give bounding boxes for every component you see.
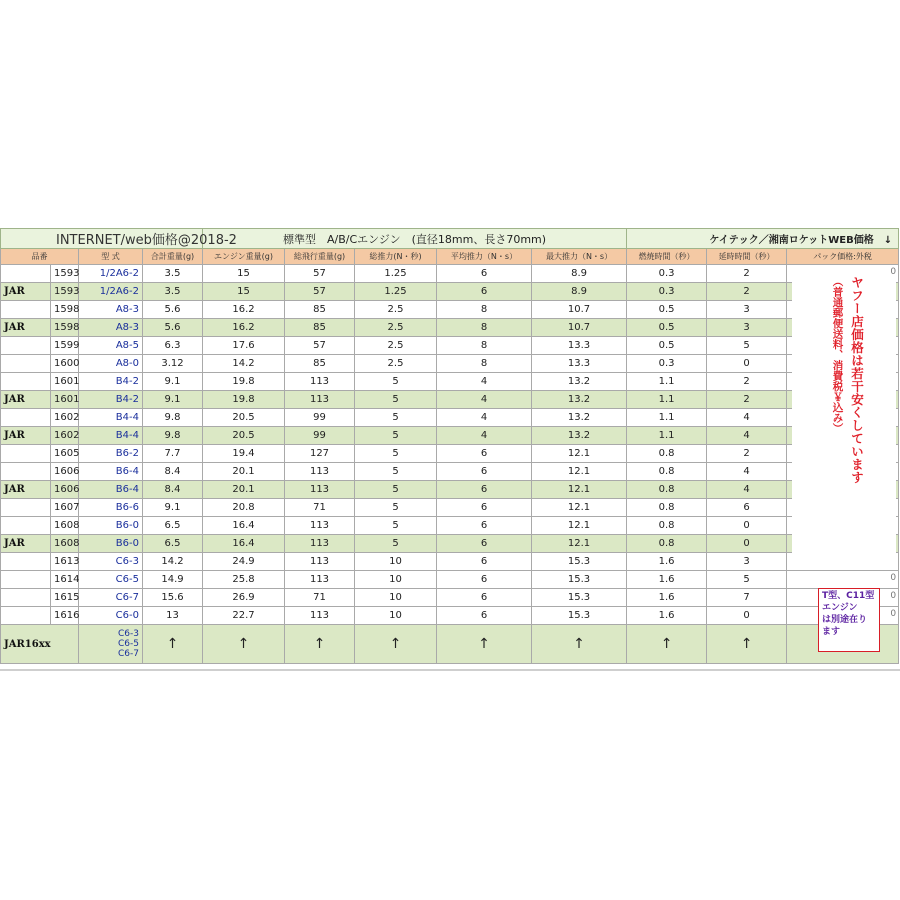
- table-row: [1, 463, 899, 481]
- col-header-avg-thrust: 平均推力（N・s）: [437, 249, 532, 265]
- delay-time: 2: [707, 445, 787, 463]
- delay-time: 6: [707, 499, 787, 517]
- burn-time: 0.8: [627, 535, 707, 553]
- total-weight: 6.5: [143, 517, 203, 535]
- col-header-total-weight: 合計重量(g): [143, 249, 203, 265]
- jar16xx-type: C6-5: [118, 639, 139, 649]
- max-thrust: 13.2: [532, 373, 627, 391]
- delay-time: 2: [707, 391, 787, 409]
- part-number: 1608: [51, 535, 79, 553]
- engine-type: A8-0: [79, 355, 143, 373]
- part-number: 1598: [51, 301, 79, 319]
- table-row: [1, 445, 899, 463]
- jar-prefix: [1, 499, 51, 517]
- avg-thrust: 6: [437, 553, 532, 571]
- max-thrust: 12.1: [532, 517, 627, 535]
- part-number: 1601: [51, 373, 79, 391]
- jar16xx-type: C6-7: [118, 649, 139, 659]
- max-thrust: 10.7: [532, 319, 627, 337]
- col-header-burn-time: 燃焼時間（秒）: [627, 249, 707, 265]
- flight-weight: 85: [285, 319, 355, 337]
- pack-price-value: 0: [890, 609, 897, 619]
- table-row: [1, 265, 899, 283]
- max-thrust: 13.3: [532, 337, 627, 355]
- engine-weight: 16.4: [203, 517, 285, 535]
- col-header-pack-price: パック価格:外税: [787, 249, 899, 265]
- avg-thrust: 6: [437, 463, 532, 481]
- part-number: 1606: [51, 463, 79, 481]
- col-header-part-no: 品番: [1, 249, 79, 265]
- avg-thrust: 6: [437, 445, 532, 463]
- engine-weight: 15: [203, 283, 285, 301]
- flight-weight: 113: [285, 571, 355, 589]
- part-number: 1606: [51, 481, 79, 499]
- total-impulse: 5: [355, 463, 437, 481]
- part-number: 1599: [51, 337, 79, 355]
- burn-time: 1.1: [627, 391, 707, 409]
- table-row: [1, 589, 899, 607]
- avg-thrust: 6: [437, 571, 532, 589]
- jar-prefix: [1, 337, 51, 355]
- yahoo-price-note: [800, 276, 896, 536]
- burn-time: 0.8: [627, 463, 707, 481]
- burn-time: 1.6: [627, 607, 707, 625]
- max-thrust: 13.2: [532, 427, 627, 445]
- max-thrust: 15.3: [532, 589, 627, 607]
- total-impulse: 1.25: [355, 265, 437, 283]
- col-header-flight-weight: 総飛行重量(g): [285, 249, 355, 265]
- engine-weight: 16.2: [203, 319, 285, 337]
- flight-weight: 113: [285, 553, 355, 571]
- burn-time: 0.3: [627, 283, 707, 301]
- total-impulse: 10: [355, 607, 437, 625]
- total-weight: 15.6: [143, 589, 203, 607]
- engine-weight: 20.5: [203, 427, 285, 445]
- engine-weight: 16.4: [203, 535, 285, 553]
- flight-weight: 127: [285, 445, 355, 463]
- delay-time: 3: [707, 301, 787, 319]
- delay-time: 0: [707, 535, 787, 553]
- avg-thrust: 8: [437, 337, 532, 355]
- engine-type: B4-2: [79, 373, 143, 391]
- engine-price-table: [0, 228, 899, 664]
- jar-prefix: JAR: [1, 391, 51, 409]
- jar-prefix: [1, 463, 51, 481]
- total-impulse: 5: [355, 391, 437, 409]
- table-row: [1, 283, 899, 301]
- avg-thrust: 6: [437, 499, 532, 517]
- price-sheet: [0, 228, 900, 672]
- engine-spec-title: 標準型 A/B/Cエンジン (直径18mm、長さ70mm): [203, 229, 627, 249]
- avg-thrust: 4: [437, 427, 532, 445]
- total-weight: 3.5: [143, 283, 203, 301]
- total-impulse: 5: [355, 517, 437, 535]
- delay-time: 0: [707, 355, 787, 373]
- t-type-engine-note: [818, 588, 880, 652]
- delay-time: 3: [707, 553, 787, 571]
- total-weight: 13: [143, 607, 203, 625]
- flight-weight: 113: [285, 463, 355, 481]
- pack-price-value: 0: [890, 267, 897, 277]
- total-impulse: 5: [355, 499, 437, 517]
- jar-prefix: [1, 409, 51, 427]
- jar-prefix: JAR: [1, 535, 51, 553]
- delay-time: 4: [707, 409, 787, 427]
- engine-weight: 20.5: [203, 409, 285, 427]
- total-impulse: 2.5: [355, 355, 437, 373]
- jar-prefix: [1, 553, 51, 571]
- part-number: 1615: [51, 589, 79, 607]
- max-thrust: 12.1: [532, 445, 627, 463]
- delay-time: 2: [707, 373, 787, 391]
- avg-thrust: 4: [437, 409, 532, 427]
- table-row: [1, 481, 899, 499]
- engine-type: C6-7: [79, 589, 143, 607]
- part-number: 1614: [51, 571, 79, 589]
- same-as-above-arrow: ↑: [707, 625, 787, 664]
- total-impulse: 2.5: [355, 319, 437, 337]
- avg-thrust: 6: [437, 283, 532, 301]
- total-impulse: 5: [355, 427, 437, 445]
- engine-type: B6-0: [79, 517, 143, 535]
- col-header-engine-weight: エンジン重量(g): [203, 249, 285, 265]
- flight-weight: 71: [285, 589, 355, 607]
- delay-time: 2: [707, 283, 787, 301]
- avg-thrust: 6: [437, 589, 532, 607]
- table-row: [1, 391, 899, 409]
- flight-weight: 113: [285, 607, 355, 625]
- engine-type: B4-4: [79, 427, 143, 445]
- t-box-line1: T型、C11型: [822, 591, 875, 601]
- table-row: [1, 409, 899, 427]
- jar-prefix: [1, 301, 51, 319]
- jar-prefix: [1, 355, 51, 373]
- total-impulse: 2.5: [355, 337, 437, 355]
- jar-prefix: [1, 571, 51, 589]
- part-number: 1601: [51, 391, 79, 409]
- max-thrust: 13.2: [532, 391, 627, 409]
- same-as-above-arrow: ↑: [355, 625, 437, 664]
- t-box-line2: エンジン: [822, 603, 858, 613]
- same-as-above-arrow: ↑: [627, 625, 707, 664]
- avg-thrust: 6: [437, 481, 532, 499]
- flight-weight: 99: [285, 409, 355, 427]
- burn-time: 1.1: [627, 409, 707, 427]
- avg-thrust: 4: [437, 391, 532, 409]
- engine-type: B4-2: [79, 391, 143, 409]
- avg-thrust: 4: [437, 373, 532, 391]
- col-header-max-thrust: 最大推力（N・s）: [532, 249, 627, 265]
- max-thrust: 13.3: [532, 355, 627, 373]
- total-weight: 14.2: [143, 553, 203, 571]
- table-row: [1, 337, 899, 355]
- burn-time: 1.6: [627, 571, 707, 589]
- burn-time: 1.1: [627, 427, 707, 445]
- max-thrust: 10.7: [532, 301, 627, 319]
- jar-prefix: [1, 265, 51, 283]
- jar-prefix: JAR: [1, 283, 51, 301]
- total-weight: 8.4: [143, 481, 203, 499]
- table-row: [1, 517, 899, 535]
- engine-type: C6-0: [79, 607, 143, 625]
- part-number: 1613: [51, 553, 79, 571]
- jar-prefix: [1, 373, 51, 391]
- delay-time: 2: [707, 265, 787, 283]
- part-number: 1607: [51, 499, 79, 517]
- jar-prefix: [1, 607, 51, 625]
- max-thrust: 13.2: [532, 409, 627, 427]
- max-thrust: 12.1: [532, 499, 627, 517]
- part-number: 1616: [51, 607, 79, 625]
- total-impulse: 2.5: [355, 301, 437, 319]
- total-weight: 6.3: [143, 337, 203, 355]
- engine-type: A8-5: [79, 337, 143, 355]
- engine-type: 1/2A6-2: [79, 265, 143, 283]
- engine-weight: 19.8: [203, 373, 285, 391]
- col-header-type: 型 式: [79, 249, 143, 265]
- total-weight: 5.6: [143, 301, 203, 319]
- total-weight: 14.9: [143, 571, 203, 589]
- avg-thrust: 6: [437, 265, 532, 283]
- flight-weight: 57: [285, 283, 355, 301]
- table-row: [1, 373, 899, 391]
- jar-prefix: [1, 589, 51, 607]
- flight-weight: 113: [285, 535, 355, 553]
- max-thrust: 12.1: [532, 481, 627, 499]
- max-thrust: 15.3: [532, 571, 627, 589]
- avg-thrust: 8: [437, 355, 532, 373]
- total-impulse: 5: [355, 373, 437, 391]
- max-thrust: 15.3: [532, 553, 627, 571]
- total-impulse: 1.25: [355, 283, 437, 301]
- total-weight: 9.1: [143, 499, 203, 517]
- flight-weight: 57: [285, 337, 355, 355]
- total-weight: 3.5: [143, 265, 203, 283]
- avg-thrust: 6: [437, 517, 532, 535]
- max-thrust: 12.1: [532, 463, 627, 481]
- engine-type: C6-3: [79, 553, 143, 571]
- pack-price-value: 0: [890, 591, 897, 601]
- engine-weight: 19.8: [203, 391, 285, 409]
- total-impulse: 5: [355, 409, 437, 427]
- burn-time: 0.5: [627, 301, 707, 319]
- total-weight: 3.12: [143, 355, 203, 373]
- table-row-jar16xx: [1, 625, 899, 664]
- total-impulse: 10: [355, 589, 437, 607]
- avg-thrust: 8: [437, 301, 532, 319]
- yahoo-price-note-line1: ヤフー店価格は若干安くしています: [849, 276, 865, 484]
- burn-time: 0.8: [627, 499, 707, 517]
- jar-prefix: JAR: [1, 427, 51, 445]
- delay-time: 0: [707, 517, 787, 535]
- vendor-title: ケイテック／湘南ロケットWEB価格 ↓: [627, 229, 899, 249]
- delay-time: 0: [707, 607, 787, 625]
- part-number: 1598: [51, 319, 79, 337]
- part-number: 1593: [51, 283, 79, 301]
- table-row: [1, 301, 899, 319]
- engine-type: A8-3: [79, 319, 143, 337]
- delay-time: 5: [707, 337, 787, 355]
- engine-weight: 20.8: [203, 499, 285, 517]
- total-weight: 7.7: [143, 445, 203, 463]
- engine-type: B6-6: [79, 499, 143, 517]
- yahoo-price-note-line2: （普通郵便送料、消費税￥込み）: [831, 276, 844, 434]
- table-row: [1, 535, 899, 553]
- burn-time: 0.8: [627, 517, 707, 535]
- max-thrust: 15.3: [532, 607, 627, 625]
- flight-weight: 113: [285, 481, 355, 499]
- table-row: [1, 427, 899, 445]
- delay-time: 4: [707, 463, 787, 481]
- burn-time: 1.6: [627, 553, 707, 571]
- max-thrust: 8.9: [532, 283, 627, 301]
- table-row: [1, 553, 899, 571]
- max-thrust: 8.9: [532, 265, 627, 283]
- part-number: 1600: [51, 355, 79, 373]
- jar16xx-label: JAR16xx: [1, 625, 79, 664]
- same-as-above-arrow: ↑: [437, 625, 532, 664]
- engine-weight: 20.1: [203, 463, 285, 481]
- part-number: 1602: [51, 427, 79, 445]
- same-as-above-arrow: ↑: [203, 625, 285, 664]
- table-row: [1, 355, 899, 373]
- engine-type: 1/2A6-2: [79, 283, 143, 301]
- delay-time: 7: [707, 589, 787, 607]
- total-weight: 6.5: [143, 535, 203, 553]
- engine-type: A8-3: [79, 301, 143, 319]
- total-weight: 9.8: [143, 409, 203, 427]
- part-number: 1593: [51, 265, 79, 283]
- burn-time: 0.5: [627, 337, 707, 355]
- part-number: 1602: [51, 409, 79, 427]
- table-row: [1, 607, 899, 625]
- t-box-line4: ます: [822, 627, 841, 637]
- engine-weight: 15: [203, 265, 285, 283]
- total-impulse: 5: [355, 535, 437, 553]
- title-row: [1, 229, 899, 249]
- flight-weight: 113: [285, 391, 355, 409]
- delay-time: 4: [707, 481, 787, 499]
- total-impulse: 5: [355, 445, 437, 463]
- engine-type: B6-2: [79, 445, 143, 463]
- flight-weight: 85: [285, 301, 355, 319]
- pack-price-value: 0: [890, 573, 897, 583]
- same-as-above-arrow: ↑: [532, 625, 627, 664]
- engine-weight: 24.9: [203, 553, 285, 571]
- part-number: 1605: [51, 445, 79, 463]
- total-weight: 8.4: [143, 463, 203, 481]
- jar16xx-types: [79, 625, 143, 664]
- delay-time: 4: [707, 427, 787, 445]
- header-row: [1, 249, 899, 265]
- flight-weight: 57: [285, 265, 355, 283]
- sheet-title: INTERNET/web価格@2018-2: [1, 229, 203, 249]
- table-row: [1, 571, 899, 589]
- engine-weight: 25.8: [203, 571, 285, 589]
- avg-thrust: 8: [437, 319, 532, 337]
- t-box-line3: は別途在り: [822, 615, 868, 625]
- max-thrust: 12.1: [532, 535, 627, 553]
- jar-prefix: [1, 445, 51, 463]
- burn-time: 0.3: [627, 265, 707, 283]
- col-header-total-impulse: 総推力(N・秒): [355, 249, 437, 265]
- delay-time: 3: [707, 319, 787, 337]
- engine-type: C6-5: [79, 571, 143, 589]
- engine-type: B4-4: [79, 409, 143, 427]
- engine-weight: 22.7: [203, 607, 285, 625]
- table-row: [1, 499, 899, 517]
- pack-price: [787, 571, 899, 589]
- col-header-delay-time: 延時時間（秒）: [707, 249, 787, 265]
- total-weight: 5.6: [143, 319, 203, 337]
- engine-type: B6-4: [79, 481, 143, 499]
- flight-weight: 71: [285, 499, 355, 517]
- engine-weight: 17.6: [203, 337, 285, 355]
- engine-type: B6-0: [79, 535, 143, 553]
- flight-weight: 113: [285, 517, 355, 535]
- burn-time: 0.8: [627, 481, 707, 499]
- engine-weight: 19.4: [203, 445, 285, 463]
- part-number: 1608: [51, 517, 79, 535]
- total-weight: 9.1: [143, 373, 203, 391]
- burn-time: 0.8: [627, 445, 707, 463]
- engine-type: B6-4: [79, 463, 143, 481]
- avg-thrust: 6: [437, 607, 532, 625]
- sheet-bottom-border: [0, 669, 900, 671]
- burn-time: 1.6: [627, 589, 707, 607]
- total-weight: 9.8: [143, 427, 203, 445]
- jar16xx-type: C6-3: [118, 629, 139, 639]
- flight-weight: 113: [285, 373, 355, 391]
- engine-weight: 16.2: [203, 301, 285, 319]
- jar-prefix: [1, 517, 51, 535]
- same-as-above-arrow: ↑: [285, 625, 355, 664]
- table-row: [1, 319, 899, 337]
- same-as-above-arrow: ↑: [143, 625, 203, 664]
- engine-weight: 26.9: [203, 589, 285, 607]
- total-weight: 9.1: [143, 391, 203, 409]
- jar-prefix: JAR: [1, 481, 51, 499]
- burn-time: 0.3: [627, 355, 707, 373]
- burn-time: 1.1: [627, 373, 707, 391]
- delay-time: 5: [707, 571, 787, 589]
- burn-time: 0.5: [627, 319, 707, 337]
- total-impulse: 10: [355, 553, 437, 571]
- flight-weight: 99: [285, 427, 355, 445]
- engine-weight: 14.2: [203, 355, 285, 373]
- total-impulse: 5: [355, 481, 437, 499]
- total-impulse: 10: [355, 571, 437, 589]
- jar-prefix: JAR: [1, 319, 51, 337]
- engine-weight: 20.1: [203, 481, 285, 499]
- avg-thrust: 6: [437, 535, 532, 553]
- flight-weight: 85: [285, 355, 355, 373]
